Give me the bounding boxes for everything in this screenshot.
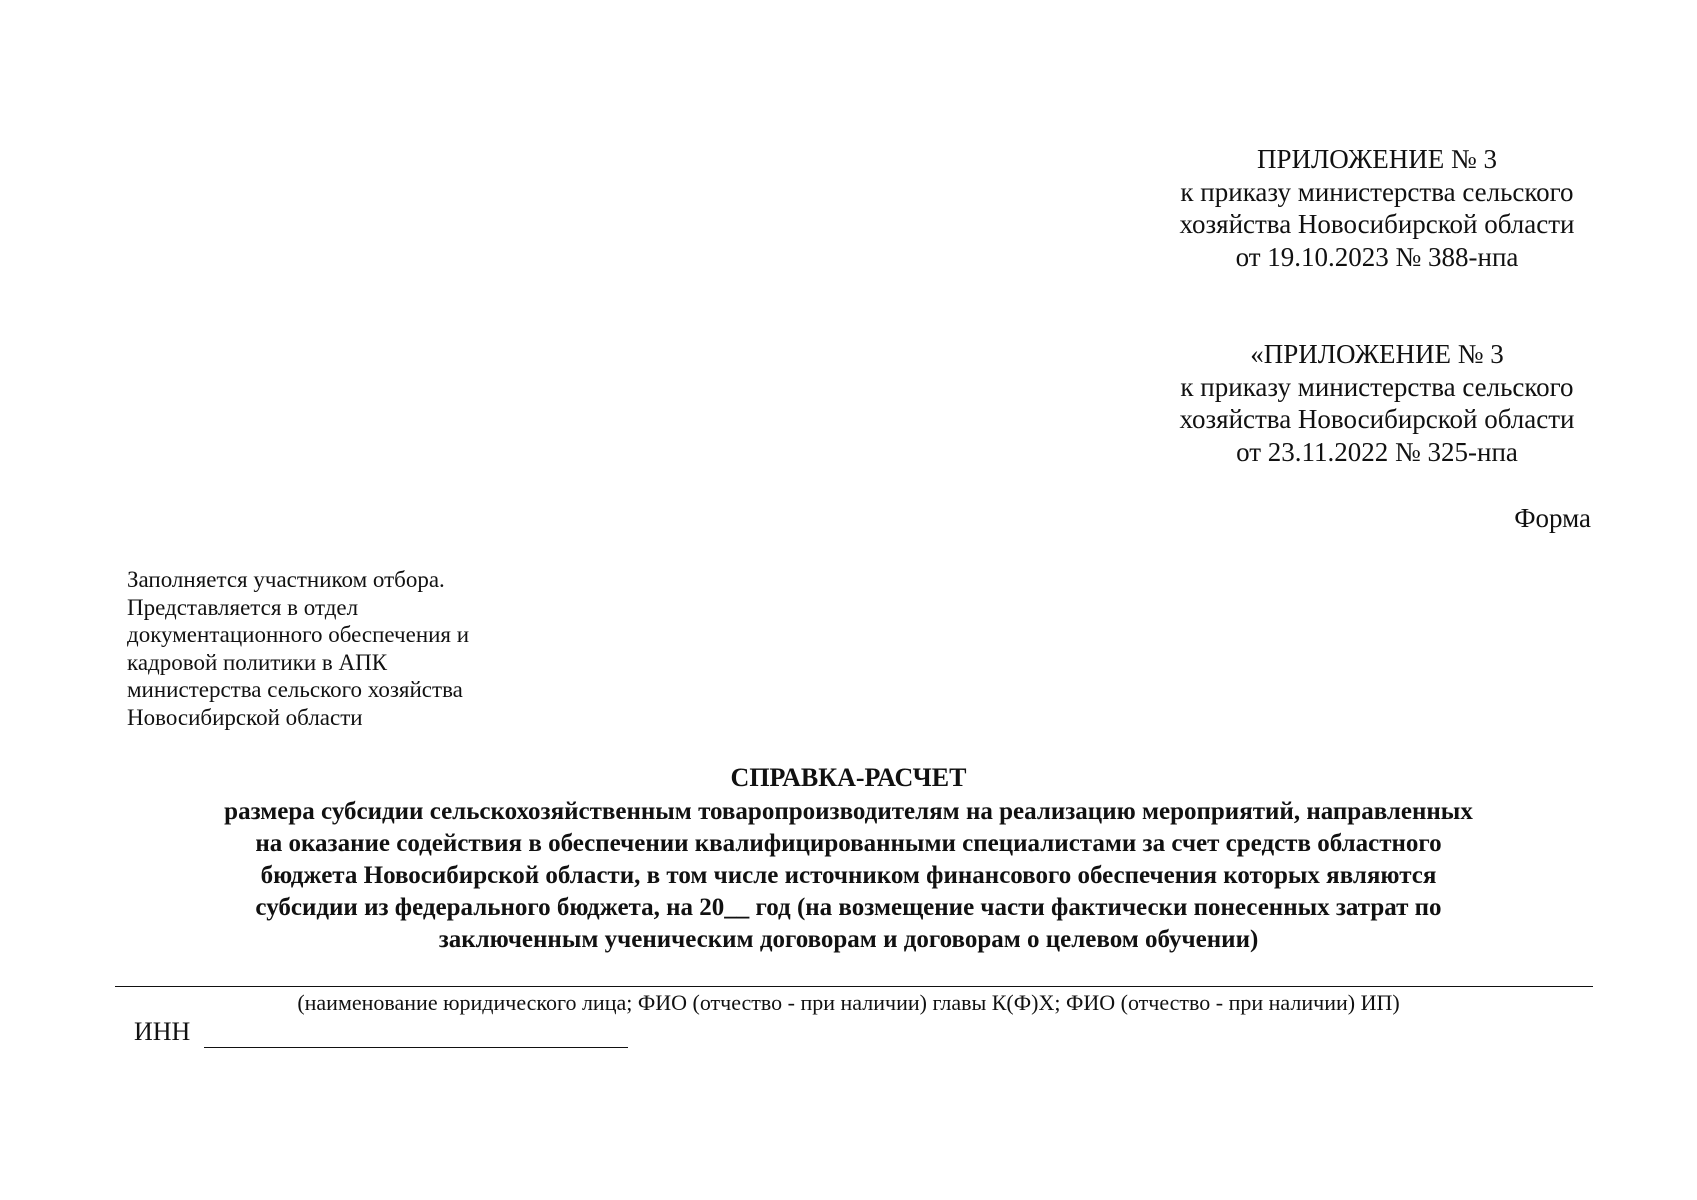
appendix-previous-line-2: хозяйства Новосибирской области: [1179, 404, 1575, 434]
inn-row: [134, 1016, 628, 1048]
document-subtitle-line: на оказание содействия в обеспечении квалифицированными специалистами за счет средств областного: [255, 830, 1442, 857]
filing-note-line: документационного обеспечения и: [127, 622, 470, 648]
document-subtitle-line: субсидии из федерального бюджета, на 20__ год (на возмещение части фактически понесенных затрат по: [255, 894, 1442, 921]
appendix-current-line-1: к приказу министерства сельского: [1180, 176, 1574, 207]
appendix-current-block: [1162, 143, 1592, 273]
appendix-previous-block: [1162, 338, 1592, 468]
document-subtitle: [115, 796, 1582, 956]
appendix-previous-line-1: к приказу министерства сельского: [1180, 371, 1574, 402]
filing-note: [127, 566, 469, 732]
appendix-current-line-3: от 19.10.2023 № 388-нпа: [1235, 241, 1519, 272]
appendix-current-title: ПРИЛОЖЕНИЕ № 3: [1256, 144, 1498, 174]
appendix-previous-line-3: от 23.11.2022 № 325-нпа: [1236, 436, 1518, 467]
document-subtitle-line: бюджета Новосибирской области, в том числе источником финансового обеспечения которых являются: [260, 862, 1437, 889]
form-label: Форма: [1514, 503, 1591, 533]
filing-note-line: Представляется в отдел: [127, 594, 359, 620]
appendix-previous-title: «ПРИЛОЖЕНИЕ № 3: [1250, 339, 1504, 369]
inn-field-line[interactable]: [204, 1021, 628, 1048]
appendix-current-line-2: хозяйства Новосибирской области: [1179, 209, 1575, 239]
entity-name-field-line[interactable]: [115, 986, 1593, 987]
filing-note-line: кадровой политики в АПК: [127, 649, 388, 675]
inn-label: ИНН: [134, 1017, 191, 1046]
document-subtitle-line: размера субсидии сельскохозяйственным товаропроизводителям на реализацию мероприятий, направленных: [224, 798, 1473, 825]
filing-note-line: Заполняется участником отбора.: [127, 567, 445, 592]
filing-note-line: Новосибирской области: [127, 704, 363, 730]
document-title: СПРАВКА-РАСЧЕТ: [730, 763, 967, 792]
document-subtitle-line: заключенным ученическим договорам и договорам о целевом обучении): [438, 926, 1259, 953]
entity-name-caption: (наименование юридического лица; ФИО (отчество - при наличии) главы К(Ф)Х; ФИО (отчество - при наличии) ИП): [297, 990, 1400, 1015]
filing-note-line: министерства сельского хозяйства: [127, 677, 463, 703]
